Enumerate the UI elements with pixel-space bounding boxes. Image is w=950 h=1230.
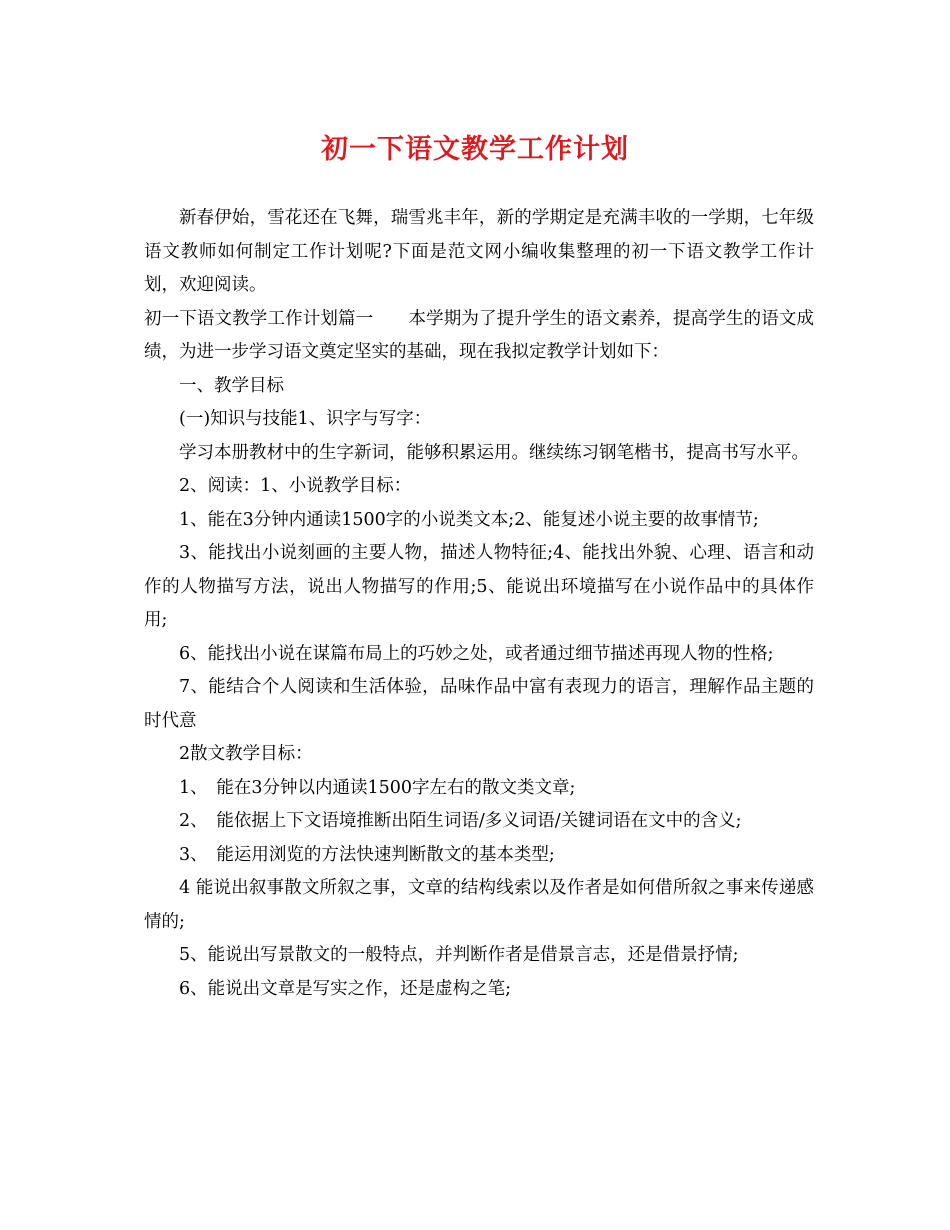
paragraph-plan-heading: 初一下语文教学工作计划篇一 本学期为了提升学生的语文素养，提高学生的语文成绩，为进一步学习语文奠定坚实的基础，现在我拟定教学计划如下： — [144, 308, 814, 362]
list-item: 5、能说出写景散文的一般特点，并判断作者是借景言志，还是借景抒情; — [179, 945, 739, 965]
document-body — [144, 202, 814, 1006]
subsection-heading: 2散文教学目标： — [179, 744, 313, 764]
list-item: 1、能在3分钟内通读1500字的小说类文本;2、能复述小说主要的故事情节; — [179, 509, 759, 530]
list-item: 3、能找出小说刻画的主要人物，描述人物特征;4、能找出外貌、心理、语言和动作的人物描写方法，说出人物描写的作用;5、能说出环境描写在小说作品中的具体作用; — [144, 543, 814, 630]
list-item: 2、 能依据上下文语境推断出陌生词语/多义词语/关键词语在文中的含义; — [179, 811, 742, 831]
document-title: 初一下语文教学工作计划 — [321, 134, 629, 165]
list-item: 1、 能在3分钟以内通读1500字左右的散文类文章; — [179, 777, 576, 798]
paragraph: 学习本册教材中的生字新词，能够积累运用。继续练习钢笔楷书，提高书写水平。 — [179, 442, 809, 463]
section-heading: 一、教学目标 — [179, 375, 284, 396]
list-item: 4 能说出叙事散文所叙之事，文章的结构线索以及作者是如何借所叙之事来传递感情的; — [144, 878, 814, 932]
list-item: 6、能说出文章是写实之作，还是虚构之笔; — [179, 978, 512, 999]
subsection-heading: (一)知识与技能1、识字与写字： — [179, 409, 432, 429]
list-item: 6、能找出小说在谋篇布局上的巧妙之处，或者通过细节描述再现人物的性格; — [179, 643, 774, 664]
list-item: 7、能结合个人阅读和生活体验，品味作品中富有表现力的语言，理解作品主题的时代意 — [144, 677, 814, 731]
list-item: 3、 能运用浏览的方法快速判断散文的基本类型; — [179, 844, 555, 865]
paragraph-intro: 新春伊始，雪花还在飞舞，瑞雪兆丰年，新的学期定是充满丰收的一学期，七年级语文教师如何制定工作计划呢?下面是范文网小编收集整理的初一下语文教学工作计划，欢迎阅读。 — [144, 208, 814, 295]
subsection-heading: 2、阅读：1、小说教学目标： — [179, 476, 412, 496]
